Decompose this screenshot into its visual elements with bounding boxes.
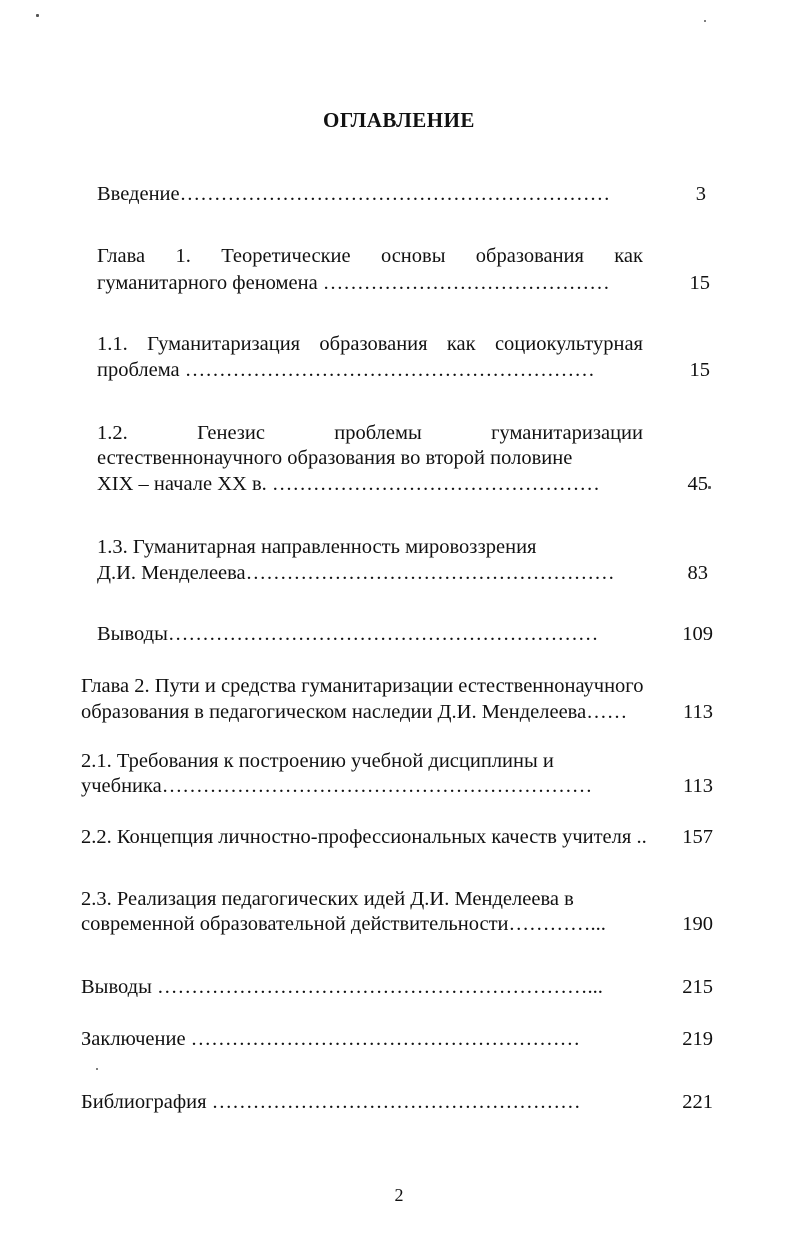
toc-entry-chapter1-line2: гуманитарного феномена …………………………………… <box>97 272 610 294</box>
toc-entry-1-2-line3: XIX – начале XX в. ………………………………………… <box>97 473 600 495</box>
scan-speck <box>36 14 39 17</box>
toc-page-2-2: 157 <box>682 826 713 848</box>
toc-page-bibliography: 221 <box>682 1091 713 1113</box>
scan-speck <box>708 486 711 489</box>
toc-page-2-3: 190 <box>682 913 713 935</box>
toc-entry-2-1-line1: 2.1. Требования к построению учебной дисциплины и <box>81 750 554 772</box>
toc-entry-1-1-line1: 1.1. Гуманитаризация образования как социокультурная <box>97 333 643 355</box>
toc-entry-2-1-line2: учебника……………………………………………………… <box>81 775 593 797</box>
toc-entry-1-2-line2: естественнонаучного образования во второй половине <box>97 447 573 469</box>
toc-entry-2-3-line1: 2.3. Реализация педагогических идей Д.И. Менделеева в <box>81 888 574 910</box>
page-number: 2 <box>394 1185 404 1205</box>
toc-page-2-1: 113 <box>683 775 713 797</box>
scan-speck <box>704 20 706 22</box>
toc-entry-chapter2-line1: Глава 2. Пути и средства гуманитаризации естественнонаучного <box>81 675 644 697</box>
toc-entry-2-3-line2: современной образовательной действительности…………... <box>81 913 606 935</box>
toc-page-conclusions1: 109 <box>682 623 713 645</box>
toc-page-conclusions2: 215 <box>682 976 713 998</box>
scan-speck <box>96 1068 98 1070</box>
toc-page-1-3: 83 <box>687 562 708 584</box>
toc-page-1-2: 45 <box>687 473 708 495</box>
toc-entry-intro: Введение……………………………………………………… <box>97 183 611 205</box>
toc-entry-1-1-line2: проблема …………………………………………………… <box>97 359 595 381</box>
toc-entry-bibliography: Библиография ……………………………………………… <box>81 1091 581 1113</box>
toc-entry-1-3-line1: 1.3. Гуманитарная направленность мировоззрения <box>97 536 537 558</box>
toc-page-conclusion: 219 <box>682 1028 713 1050</box>
toc-page-chapter2: 113 <box>683 701 713 723</box>
toc-page-intro: 3 <box>695 183 706 205</box>
toc-entry-conclusions1: Выводы……………………………………………………… <box>97 623 599 645</box>
toc-entry-conclusions2: Выводы ………………………………………………………... <box>81 976 603 998</box>
toc-entry-conclusion: Заключение ………………………………………………… <box>81 1028 581 1050</box>
toc-page-1-1: 15 <box>689 359 710 381</box>
toc-entry-chapter1-line1: Глава 1. Теоретические основы образования как <box>97 245 643 267</box>
toc-entry-1-2-line1: 1.2. Генезис проблемы гуманитаризации <box>97 422 643 444</box>
toc-heading: ОГЛАВЛЕНИЕ <box>323 108 475 132</box>
toc-entry-chapter2-line2: образования в педагогическом наследии Д.И. Менделеева…… <box>81 701 628 723</box>
toc-entry-1-3-line2: Д.И. Менделеева……………………………………………… <box>97 562 615 584</box>
toc-page-chapter1: 15 <box>689 272 710 294</box>
toc-entry-2-2: 2.2. Концепция личностно-профессиональных качеств учителя .. <box>81 826 647 848</box>
